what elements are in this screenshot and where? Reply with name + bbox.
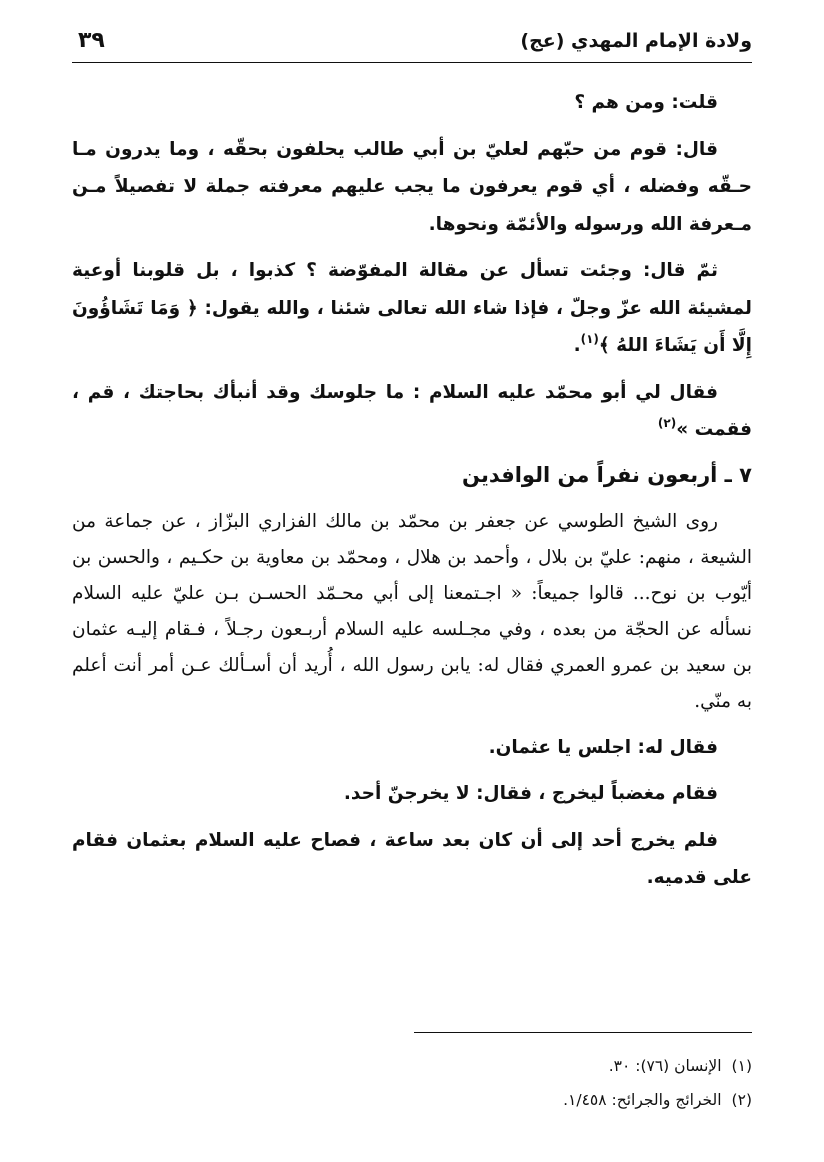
body-text (72, 84, 752, 906)
paragraph-mufawwida (72, 252, 752, 365)
paragraph-mufawwida-text: ثمّ قال: وجئت تسأل عن مقالة المفوّضة ؟ كذبوا ، بل قلوبنا أوعية لمشيئة الله عزّ وجلّ ، فإذا شاء الله تعالى شئنا ، والله يقول: ﴿ وَمَا تَشَاؤُونَ إِلَّا أَن يَشَاءَ اللهُ ﴾ (72, 260, 752, 356)
paragraph-stand: فلم يخرج أحد إلى أن كان بعد ساعة ، فصاح عليه السلام بعثمان فقام على قدميه. (72, 829, 752, 888)
paragraph-sit-down: فقال له: اجلس يا عثمان. (488, 736, 718, 758)
footnote-text: الإنسان (٧٦): ٣٠. (608, 1057, 722, 1075)
paragraph-abu-muhammad (72, 374, 752, 449)
footnote-ref-2: (٢) (657, 416, 677, 430)
page-number: ٣٩ (78, 28, 105, 53)
running-title: ولادة الإمام المهدي (عج) (520, 30, 752, 52)
footnote-number: (٢) (731, 1091, 752, 1109)
paragraph-angry: فقام مغضباً ليخرج ، فقال: لا يخرجنّ أحد. (343, 783, 718, 804)
footnotes (72, 1032, 752, 1117)
paragraph-question: قلت: ومن هم ؟ (574, 92, 718, 113)
footnote-ref-1: (١) (580, 332, 599, 346)
paragraph-answer: قال: قوم من حبّهم لعليّ بن أبي طالب يحلفون بحقّه ، وما يدرون مـا حـقّه وفضله ، أي قوم يعرفون ما يجب عليهم معرفته جملة لا تفصيلاً مـن مـعرفة الله ورسوله والأئمّة ونحوها. (72, 138, 752, 235)
page-header (72, 28, 752, 63)
footnote-1 (72, 1049, 752, 1083)
footnote-text: الخرائج والجرائح: ١/٤٥٨. (563, 1091, 722, 1109)
paragraph-abu-muhammad-text: فقال لي أبو محمّد عليه السلام : ما جلوسك وقد أنبأك بحاجتك ، قم ، فقمت » (72, 381, 752, 440)
footnote-2 (72, 1083, 752, 1117)
paragraph-narration: روى الشيخ الطوسي عن جعفر بن محمّد بن مالك الفزاري البزّاز ، عن جماعة من الشيعة ، منهم: عليّ بن بلال ، وأحمد بن هلال ، ومحمّد بن معاوية بن حكـيم ، والحسن بن أيّوب بن نوح... قالوا جميعاً: « اجـتمعنا إلى أبي محـمّد الحسـن بـن عليّ عليه السلام نسأله عن الحجّة من بعده ، وفي مجـلسه عليه السلام أربـعون رجـلاً ، فـقام إليـه عثمان بن سعيد بن عمرو العمري فقال له: يابن رسول الله ، أُريد أن أسـألك عـن أمر أنت أعلم به منّي. (72, 510, 752, 712)
section-heading: ٧ ـ أربعون نفراً من الوافدين (462, 462, 752, 487)
footnote-divider (414, 1032, 752, 1033)
footnote-number: (١) (731, 1057, 752, 1075)
paragraph-mufawwida-end: . (573, 335, 581, 356)
